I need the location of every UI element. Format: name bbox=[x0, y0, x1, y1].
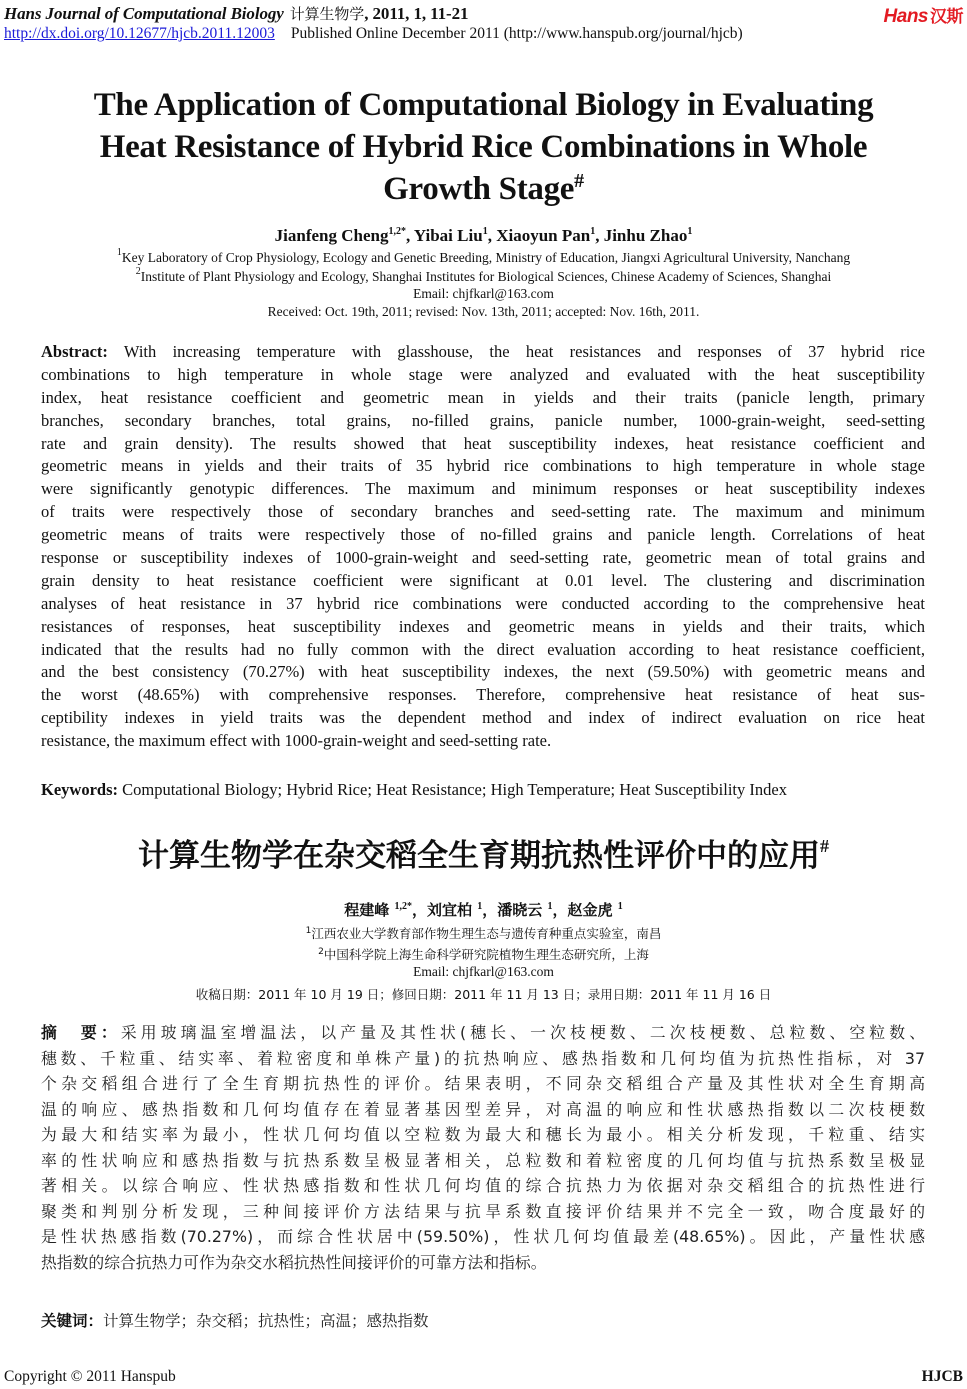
abstract-label: Abstract: bbox=[41, 342, 108, 361]
author-affil-mark: 1 bbox=[687, 226, 693, 237]
abstract-line: branches, secondary branches, total grains, no-filled grains, panicle number, 1000-grain-weight, seed-setting bbox=[41, 410, 925, 430]
author-separator: , bbox=[405, 226, 414, 245]
author-name: 刘宜柏 bbox=[427, 901, 478, 919]
journal-volume: , 2011, 1, 11-21 bbox=[364, 4, 469, 23]
abstract-line: and the best consistency (70.27%) with heat susceptibility indexes, the next (59.50%) with geometric means and bbox=[41, 662, 925, 682]
received-dates: Received: Oct. 19th, 2011; revised: Nov. 13th, 2011; accepted: Nov. 16th, 2011. bbox=[267, 304, 700, 319]
abstract-cn bbox=[41, 1020, 925, 1275]
author bbox=[568, 901, 623, 919]
author-name: Jianfeng Cheng bbox=[274, 226, 389, 245]
abstract-line: 是性状热感指数(70.27%)，而综合性状居中(59.50%)，性状几何均值最差(48.65%)。因此，产量性状感 bbox=[41, 1227, 925, 1246]
abstract-line: were significantly genotypic differences. The maximum and minimum responses or heat susceptibility indexes bbox=[41, 479, 925, 499]
abstract-line: index, heat resistance coefficient and geometric mean in yields and their traits (panicle length, primary bbox=[41, 387, 925, 407]
abstract-line: indicated that the results had no fully common with the direct evaluation according to heat resistance coefficient, bbox=[41, 639, 925, 659]
keywords-cn bbox=[41, 1309, 429, 1331]
author bbox=[604, 226, 693, 245]
affiliation-text: 江西农业大学教育部作物生理生态与遗传育种重点实验室，南昌 bbox=[311, 926, 662, 941]
title-line: Heat Resistance of Hybrid Rice Combinations in Whole bbox=[99, 129, 868, 165]
abstract-line: ceptibility indexes in yield traits was the dependent method and index of indirect evaluation on rice heat bbox=[41, 708, 925, 728]
abstract-line: the worst (48.65%) with comprehensive responses. Therefore, comprehensive heat resistance of heat sus- bbox=[41, 685, 925, 705]
abstract-line: combinations to high temperature in whole stage were analyzed and evaluated with the heat susceptibility bbox=[41, 364, 925, 384]
author-name: Xiaoyun Pan bbox=[496, 226, 591, 245]
abstract-line: 个杂交稻组合进行了全生育期抗热性的评价。结果表明，不同杂交稻组合产量及其性状对全生育期高 bbox=[41, 1074, 925, 1093]
abstract-line: resistance, the maximum effect with 1000-grain-weight and seed-setting rate. bbox=[41, 731, 552, 751]
author-separator: , bbox=[595, 226, 604, 245]
author bbox=[496, 226, 604, 245]
affiliation-mark: 1 bbox=[305, 926, 312, 936]
author-affil-mark: 1 bbox=[482, 226, 488, 237]
affiliation-text: Key Laboratory of Crop Physiology, Ecology and Genetic Breeding, Ministry of Education, Jiangxi Agricultural University, Nanchang bbox=[121, 250, 851, 265]
author-list bbox=[0, 226, 967, 246]
author-name: Yibai Liu bbox=[413, 226, 483, 245]
abstract-line: response or susceptibility indexes of 1000-grain-weight and seed-setting rate, geometric mean of total grains and bbox=[41, 548, 925, 568]
logo-text-cn: 汉斯 bbox=[930, 7, 963, 27]
keywords-text: Computational Biology; Hybrid Rice; Heat Resistance; High Temperature; Heat Susceptibility Index bbox=[118, 780, 787, 799]
paper-title bbox=[0, 84, 967, 210]
author bbox=[497, 901, 567, 919]
affiliation-text: 中国科学院上海生命科学研究院植物生理生态研究所，上海 bbox=[323, 947, 649, 962]
author bbox=[427, 901, 497, 919]
affiliation-text: Institute of Plant Physiology and Ecology, Shanghai Institutes for Biological Sciences, Chinese Academy of Sciences, Shanghai bbox=[140, 269, 832, 284]
paper-title-cn bbox=[0, 830, 967, 875]
affiliation-cn bbox=[0, 924, 967, 942]
author-separator: ， bbox=[482, 901, 498, 919]
abstract-line: 热指数的综合抗热力可作为杂交水稻抗热性间接评价的可靠方法和指标。 bbox=[41, 1252, 547, 1272]
keywords-text-cn: 计算生物学；杂交稻；抗热性；高温；感热指数 bbox=[103, 1312, 429, 1330]
published-online: Published Online December 2011 (http://www.hanspub.org/journal/hjcb) bbox=[290, 25, 743, 42]
author-affil-mark: 1 bbox=[617, 901, 623, 912]
author-name: Jinhu Zhao bbox=[603, 226, 688, 245]
journal-name-cn: 计算生物学 bbox=[289, 5, 365, 23]
abstract-line-text: 采用玻璃温室增温法，以产量及其性状(穗长、一次枝梗数、二次枝梗数、总粒数、空粒数、 bbox=[120, 1023, 925, 1042]
affiliation-mark: 1 bbox=[116, 247, 122, 258]
keywords-label: Keywords: bbox=[41, 780, 118, 799]
journal-name: Hans Journal of Computational Biology bbox=[4, 4, 284, 23]
abstract-line: 著相关。以综合响应、性状热感指数和性状几何均值的综合抗热力为依据对杂交稻组合的抗热性进行 bbox=[41, 1176, 925, 1195]
abstract-line: geometric means of traits were respectively those of no-filled grains and panicle length. Correlations of heat bbox=[41, 525, 925, 545]
abstract-en bbox=[41, 341, 925, 753]
abstract-line: 温的响应、感热指数和几何均值存在着显著基因型差异，对高温的响应和性状感热指数以二次枝梗数 bbox=[41, 1099, 925, 1119]
hanspub-logo bbox=[884, 2, 963, 28]
affiliation-cn bbox=[0, 945, 967, 963]
doi-link[interactable]: http://dx.doi.org/10.12677/hjcb.2011.12003 bbox=[4, 25, 275, 42]
title-line bbox=[0, 168, 967, 210]
logo-text: Hans bbox=[883, 6, 928, 27]
abstract-line: 为最大和结实率为最小，性状几何均值以空粒数为最大和穗长为最小。相关分析发现，千粒重、结实 bbox=[41, 1125, 925, 1144]
received-dates-cn: 收稿日期：2011 年 10 月 19 日；修回日期：2011 年 11 月 13 日；录用日期：2011 年 11 月 16 日 bbox=[195, 987, 772, 1002]
author-affil-mark: 1,2* bbox=[388, 226, 406, 237]
journal-abbreviation: HJCB bbox=[921, 1368, 963, 1385]
author-name: 赵金虎 bbox=[567, 901, 618, 919]
affiliation bbox=[0, 248, 967, 267]
title-cn-footnote-mark: # bbox=[820, 836, 829, 856]
keywords-label-cn: 关键词： bbox=[41, 1312, 104, 1330]
abstract-line: 率的性状响应和感热指数与抗热系数呈极显著相关，总粒数和着粒密度的几何均值与抗热系数呈极显 bbox=[41, 1150, 925, 1170]
keywords-en bbox=[41, 780, 787, 800]
author bbox=[414, 226, 496, 245]
abstract-line bbox=[41, 1020, 925, 1046]
author-email: Email: chjfkarl@163.com bbox=[413, 286, 554, 301]
author-separator: ， bbox=[411, 901, 427, 919]
affiliation-mark: 2 bbox=[318, 947, 324, 957]
title-footnote-mark: # bbox=[574, 170, 584, 192]
title-line-text: Growth Stage bbox=[383, 171, 575, 207]
author-name: 潘晓云 bbox=[497, 901, 548, 919]
author-affil-mark: 1 bbox=[547, 901, 553, 912]
author bbox=[275, 226, 414, 245]
affiliation bbox=[0, 267, 967, 286]
abstract-line: grain density to heat resistance coefficient were significant at 0.01 level. The clustering and discrimination bbox=[41, 570, 925, 590]
author bbox=[344, 901, 427, 919]
author-affil-mark: 1 bbox=[590, 226, 596, 237]
abstract-line: 聚类和判别分析发现，三种间接评价方法结果与抗旱系数直接评价结果并不完全一致，吻合度最好的 bbox=[41, 1201, 925, 1221]
abstract-line bbox=[41, 341, 925, 364]
abstract-line: of traits were respectively those of secondary branches and seed-setting rate. The maximum and minimum bbox=[41, 502, 925, 522]
journal-header bbox=[4, 3, 468, 24]
abstract-label-cn: 摘 要： bbox=[41, 1023, 121, 1042]
author-separator: ， bbox=[552, 901, 568, 919]
publication-info bbox=[4, 25, 743, 43]
abstract-line: analyses of heat resistance in 37 hybrid rice combinations were conducted according to the comprehensive heat bbox=[41, 593, 925, 613]
copyright-notice: Copyright © 2011 Hanspub bbox=[4, 1368, 176, 1385]
author-name: 程建峰 bbox=[344, 901, 395, 919]
author-separator: , bbox=[487, 226, 497, 245]
abstract-line: rate and grain density). The results showed that heat susceptibility indexes, heat resistance coefficient and bbox=[41, 433, 925, 453]
author-email-cn: Email: chjfkarl@163.com bbox=[413, 964, 554, 979]
title-line: The Application of Computational Biology in Evaluating bbox=[93, 87, 874, 123]
abstract-line: geometric means in yields and their traits of 35 hybrid rice combinations to high temperature in whole stage bbox=[41, 456, 925, 476]
abstract-line: resistances of responses, heat susceptibility indexes and geometric means in yields and their traits, which bbox=[41, 616, 925, 636]
author-affil-mark: 1 bbox=[477, 901, 483, 912]
author-list-cn bbox=[0, 899, 967, 920]
author-affil-mark: 1,2* bbox=[394, 901, 412, 912]
abstract-line-text: With increasing temperature with glasshouse, the heat resistances and responses of 37 hybrid rice bbox=[107, 342, 925, 361]
title-cn-text: 计算生物学在杂交稻全生育期抗热性评价中的应用 bbox=[138, 838, 820, 874]
affiliation-mark: 2 bbox=[135, 266, 141, 277]
abstract-line: 穗数、千粒重、结实率、着粒密度和单株产量)的抗热响应、感热指数和几何均值为抗热性指标，对 37 bbox=[41, 1048, 925, 1068]
